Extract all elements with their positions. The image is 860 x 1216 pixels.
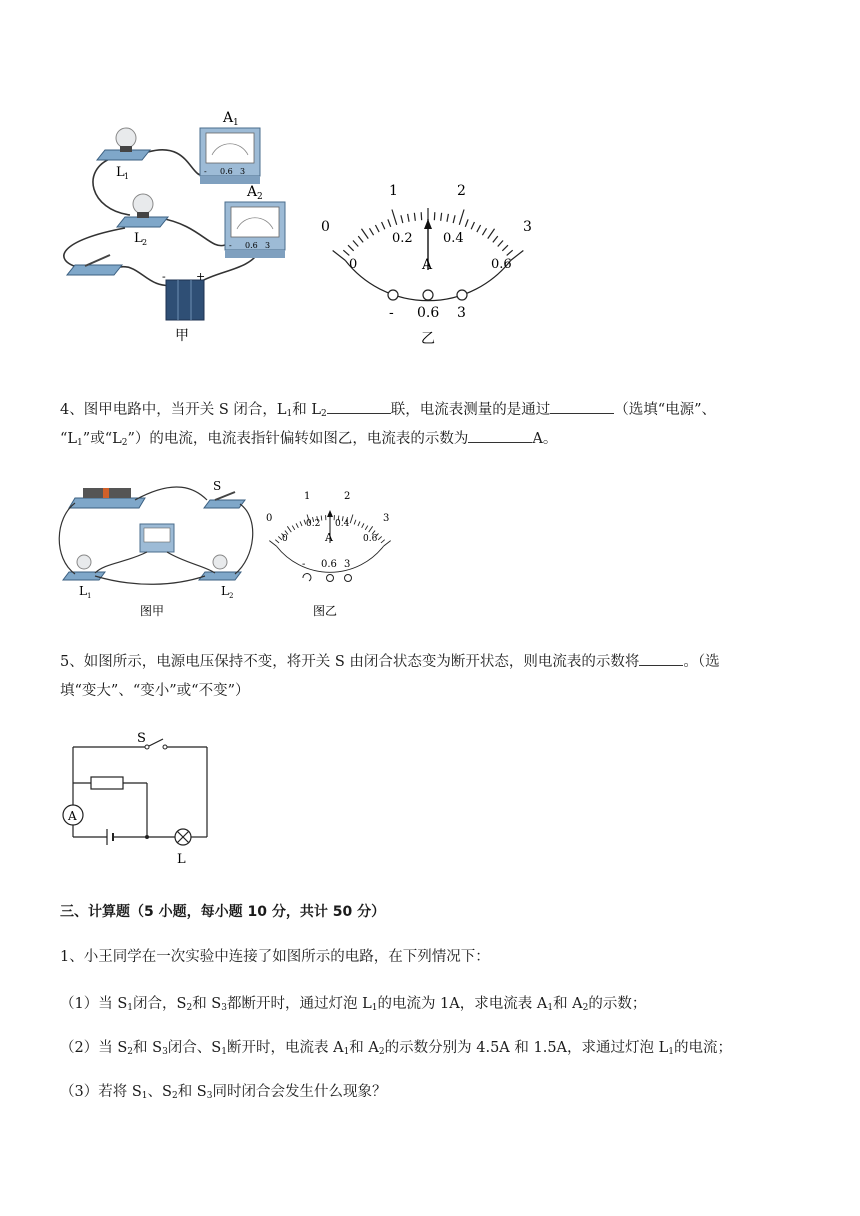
fig2-gauge-bottom-04: 0.4: [335, 519, 350, 529]
q4-blank-3[interactable]: [468, 428, 532, 443]
gauge-top-2: 2: [457, 183, 466, 199]
q4-text-c: 联，电流表测量的是通过: [390, 402, 551, 418]
gauge-tick: [333, 251, 346, 261]
terminal-3-label: 3: [457, 305, 466, 321]
gauge-tick: [321, 516, 322, 521]
calc-1-part-3: （3）若将 $S_1$、$S_2$和 $S_3$同时闭合会发生什么现象？: [60, 1084, 387, 1101]
gauge-tick: [343, 250, 349, 255]
gauge-tick: [465, 219, 468, 226]
terminal-06-label: 0.6: [417, 305, 440, 321]
gauge-tick: [300, 521, 302, 526]
gauge-tick: [375, 225, 379, 232]
gauge-tick: [502, 245, 508, 251]
label-a2: A: [247, 184, 258, 200]
fig2-gauge-bottom-06: 0.6: [363, 534, 378, 544]
calc-1-part-1: （1）当 $S_1$闭合，$S_2$和 $S_3$都断开时，通过灯泡 $L_1$的电流为 1A，求电流表 $A_1$和 $A_2$的示数；: [60, 996, 647, 1013]
fig2-l1-sub: 1: [87, 592, 92, 600]
gauge-tick: [381, 540, 385, 543]
gauge-top-1: 1: [389, 183, 398, 199]
meter2-term-06: 0.6: [245, 241, 258, 250]
section-3-title: 三、计算题（5 小题，每小题 10 分，共计 50 分）: [60, 904, 386, 920]
q4-sub-4: 2: [121, 438, 128, 448]
gauge-tick: [269, 541, 276, 547]
question-5-line-1: [60, 648, 720, 676]
q5-text-1-end: 。（选: [683, 654, 720, 670]
label-a2-sub: 2: [257, 192, 263, 202]
circuit-figure-2: [55, 478, 405, 623]
fig2-term-neg: -: [302, 559, 306, 570]
q5-blank[interactable]: [639, 651, 683, 666]
gauge-tick: [401, 215, 403, 223]
fig2-gauge-top-0: 0: [266, 513, 273, 524]
resistor-symbol: [91, 777, 123, 789]
gauge-tick: [408, 214, 409, 222]
gauge-tick: [471, 222, 474, 229]
gauge-tick: [353, 240, 358, 246]
q4-text-f: ”或“L: [82, 431, 122, 447]
gauge-tick: [488, 229, 495, 239]
fig2-gauge-top-2: 2: [344, 491, 351, 502]
q4-text-d: （选填“电源”、: [614, 402, 717, 418]
gauge-tick: [354, 520, 356, 525]
battery-minus: -: [162, 270, 166, 283]
gauge-tick: [350, 514, 353, 523]
gauge-tick: [511, 251, 524, 261]
label-l1-sub: 1: [124, 172, 130, 181]
gauge-tick: [348, 245, 354, 251]
fig2-l2-sub: 2: [229, 592, 234, 600]
question-4-line-2: [60, 425, 557, 457]
gauge-tick: [275, 540, 279, 543]
terminal-neg[interactable]: [388, 290, 398, 300]
fig2-needle-letter: A: [325, 531, 333, 544]
caption-jia: 甲: [175, 328, 189, 344]
gauge-tick: [414, 213, 415, 221]
q5-text-2: 填“变大”、“变小”或“不变”）: [60, 683, 250, 699]
label-l2-sub: 2: [142, 238, 148, 247]
label-a1: A: [223, 110, 234, 126]
fig2-l1: L: [79, 584, 87, 598]
gauge-tick: [482, 228, 486, 235]
gauge-top-0: 0: [321, 219, 330, 235]
q4-text-e: “L: [60, 431, 78, 447]
q4-sub-1: 1: [286, 409, 293, 419]
fig2-caption-right: 图乙: [313, 604, 338, 618]
gauge-bottom-04: 0.4: [443, 231, 464, 246]
fig2-small-gauge: [266, 491, 391, 582]
gauge-tick: [369, 228, 373, 235]
gauge-tick: [292, 526, 295, 530]
fig2-term-3: 3: [344, 559, 351, 570]
gauge-bottom-0: 0: [349, 257, 358, 272]
gauge-tick: [388, 219, 391, 226]
meter1-term-neg: -: [204, 167, 207, 176]
circuit-figure-3: [55, 725, 225, 870]
calc-1-part-2: （2）当 $S_2$和 $S_3$闭合、$S_1$断开时，电流表 $A_1$和 $A_2$的示数分别为 4.5A 和 1.5A，求通过灯泡 $L_1$的电流；: [60, 1040, 732, 1057]
gauge-tick: [358, 521, 360, 526]
meter1-term-06: 0.6: [220, 167, 233, 176]
terminal-neg-label: -: [389, 305, 394, 321]
gauge-tick: [361, 229, 368, 239]
q4-text-b: 和 L: [292, 402, 321, 418]
meter2-term-neg: -: [229, 241, 232, 250]
gauge-tick: [296, 523, 298, 527]
fig2-term-06: 0.6: [321, 559, 337, 570]
q4-sub-3: 1: [77, 438, 83, 448]
fig2-switch-label: S: [213, 479, 222, 493]
gauge-tick: [382, 222, 385, 229]
fig2-gauge-bottom-02: 0.2: [306, 519, 321, 529]
gauge-tick: [477, 225, 481, 232]
q4-blank-2[interactable]: [550, 399, 614, 414]
gauge-tick: [498, 240, 503, 246]
gauge-bottom-02: 0.2: [392, 231, 413, 246]
gauge-tick: [459, 209, 464, 224]
fig2-caption-left: 图甲: [140, 604, 165, 618]
gauge-bottom-06: 0.6: [491, 257, 512, 272]
fig2-gauge-bottom-0: 0: [282, 534, 288, 544]
gauge-tick: [507, 250, 513, 255]
gauge-tick: [287, 526, 291, 532]
ammeter-gauge-yi: [315, 175, 545, 350]
fig3-switch-label: S: [137, 731, 146, 746]
gauge-tick: [358, 236, 363, 242]
battery-plus: +: [196, 270, 206, 283]
caption-yi: 乙: [421, 331, 435, 347]
q4-sub-2: 2: [321, 409, 327, 419]
gauge-needle-letter: A: [422, 257, 433, 273]
gauge-tick: [447, 214, 448, 222]
gauge-tick: [378, 536, 382, 540]
meter2-term-3: 3: [265, 241, 271, 250]
gauge-tick: [362, 523, 364, 527]
gauge-tick: [453, 215, 455, 223]
gauge-tick: [392, 209, 397, 224]
fig2-l2: L: [221, 584, 229, 598]
q4-text-a: 图甲电路中，当开关 S 闭合，L: [83, 402, 287, 418]
q5-text-1: 5、如图所示，电源电压保持不变，将开关 S 由闭合状态变为断开状态，则电流表的示数将: [60, 654, 640, 670]
question-5-line-2: [60, 677, 249, 705]
fig3-lamp-label: L: [177, 852, 186, 867]
fig2-gauge-top-1: 1: [304, 491, 311, 502]
q4-num: 4、: [60, 402, 84, 418]
label-l2: L: [134, 231, 143, 246]
fig2-gauge-top-3: 3: [383, 513, 390, 524]
terminal-3[interactable]: [457, 290, 467, 300]
label-a1-sub: 1: [233, 118, 239, 128]
question-4-line-1: [60, 396, 716, 428]
gauge-tick: [441, 213, 442, 221]
q4-text-h: A。: [532, 431, 558, 447]
meter1-term-3: 3: [240, 167, 246, 176]
gauge-tick: [493, 236, 498, 242]
calc-1-intro: 1、小王同学在一次实验中连接了如图所示的电路，在下列情况下：: [60, 949, 490, 965]
gauge-needle-head: [424, 219, 432, 229]
gauge-tick: [384, 541, 391, 547]
gauge-tick: [369, 526, 373, 532]
label-l1: L: [116, 165, 125, 180]
q4-blank-1[interactable]: [327, 399, 391, 414]
gauge-top-3: 3: [523, 219, 532, 235]
terminal-06[interactable]: [423, 290, 433, 300]
fig3-ammeter-label: A: [68, 809, 77, 823]
gauge-tick: [365, 526, 368, 530]
circuit-figure-jia: [50, 100, 310, 350]
q4-text-g: ”）的电流，电流表指针偏转如图乙，电流表的示数为: [127, 431, 469, 447]
